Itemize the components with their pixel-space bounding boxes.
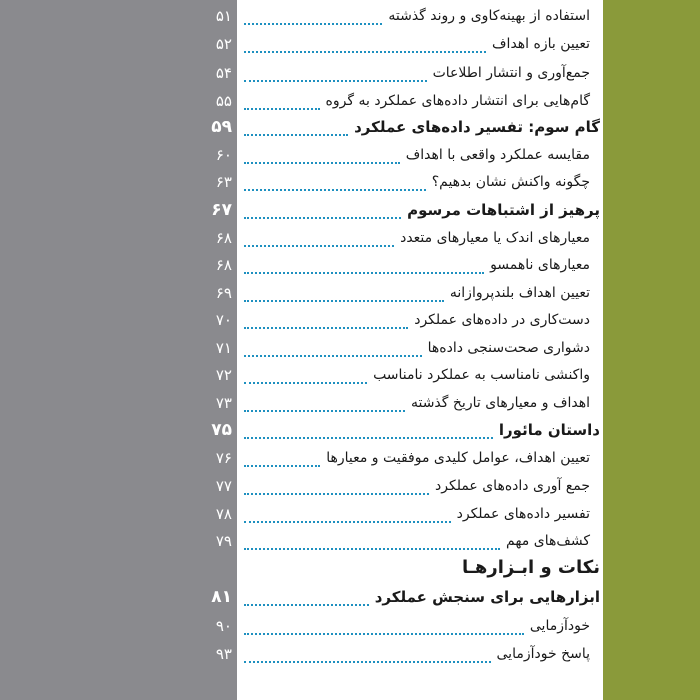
leader-dots [244, 162, 400, 164]
section-title: ابزارهایی برای سنجش عملکرد [371, 585, 600, 609]
leader-dots [244, 51, 486, 53]
leader-dots [244, 245, 394, 247]
entry-title: اهداف و معیارهای تاریخ گذشته [407, 391, 590, 415]
section-title: گام سوم: تفسیر داده‌های عملکرد [350, 115, 600, 139]
toc-section-row [0, 115, 700, 139]
entry-title: استفاده از بهینه‌کاوی و روند گذشته [384, 4, 590, 28]
entry-title: دشواری صحت‌سنجی داده‌ها [424, 336, 590, 360]
toc-entry-row [0, 391, 700, 415]
page-number: ۶۹ [215, 284, 232, 302]
leader-dots [244, 23, 382, 25]
entry-title: واکنشی نامناسب به عملکرد نامناسب [369, 363, 590, 387]
page-number: ۷۳ [215, 394, 232, 412]
entry-title: تعیین اهداف، عوامل کلیدی موفقیت و معیارها [322, 446, 590, 470]
entry-title: خودآزمایی [526, 614, 590, 638]
toc-entry-row [0, 474, 700, 498]
toc-entry-row [0, 170, 700, 194]
toc-entry-row [0, 61, 700, 85]
leader-dots [244, 327, 408, 329]
entry-title: جمع‌آوری و انتشار اطلاعات [429, 61, 590, 85]
chapter-heading: نکات و ابـزارهـا [458, 556, 600, 580]
page-number: ۹۰ [215, 617, 232, 635]
entry-title: معیارهای اندک یا معیارهای متعدد [396, 226, 590, 250]
page-number: ۸۱ [211, 587, 232, 607]
page-number: ۷۵ [211, 420, 232, 440]
leader-dots [244, 493, 429, 495]
page-number: ۵۲ [215, 35, 232, 53]
toc-entry-row [0, 281, 700, 305]
toc-entry-row [0, 363, 700, 387]
toc-entry-row [0, 529, 700, 553]
leader-dots [244, 382, 367, 384]
page-number: ۶۰ [215, 146, 232, 164]
page-number: ۷۷ [215, 477, 232, 495]
entry-title: گام‌هایی برای انتشار داده‌های عملکرد به گروه [322, 89, 590, 113]
page-number: ۷۰ [215, 311, 232, 329]
leader-dots [244, 189, 426, 191]
entry-title: کشف‌های مهم [502, 529, 590, 553]
section-title: پرهیز از اشتباهات مرسوم [403, 198, 600, 222]
leader-dots [244, 355, 422, 357]
leader-dots [244, 633, 524, 635]
toc-entry-row [0, 253, 700, 277]
entry-title: چگونه واکنش نشان بدهیم؟ [428, 170, 590, 194]
leader-dots [244, 134, 348, 136]
page-number: ۷۸ [215, 505, 232, 523]
entry-title: پاسخ خودآزمایی [493, 642, 590, 666]
toc-entry-row [0, 143, 700, 167]
page-number: ۵۵ [215, 92, 232, 110]
leader-dots [244, 80, 427, 82]
leader-dots [244, 272, 484, 274]
page-number: ۵۱ [215, 7, 232, 25]
page-number: ۷۶ [215, 449, 232, 467]
page-number: ۶۳ [215, 173, 232, 191]
toc-heading-row [0, 556, 700, 580]
page-number: ۵۹ [211, 117, 232, 137]
toc-entry-row [0, 502, 700, 526]
entry-title: جمع آوری داده‌های عملکرد [431, 474, 590, 498]
page-number: ۶۷ [211, 200, 232, 220]
toc-entry-row [0, 308, 700, 332]
page-number: ۶۸ [215, 229, 232, 247]
page-number: ۵۴ [215, 64, 232, 82]
toc-entry-row [0, 226, 700, 250]
leader-dots [244, 548, 500, 550]
entry-title: تعیین بازه اهداف [488, 32, 590, 56]
toc-section-row [0, 418, 700, 442]
toc-entry-row [0, 32, 700, 56]
toc-entry-row [0, 642, 700, 666]
toc-entry-row [0, 614, 700, 638]
toc-entry-row [0, 446, 700, 470]
leader-dots [244, 300, 444, 302]
entry-title: دست‌کاری در داده‌های عملکرد [410, 308, 590, 332]
page-number: ۹۳ [215, 645, 232, 663]
leader-dots [244, 604, 369, 606]
entry-title: تفسیر داده‌های عملکرد [453, 502, 590, 526]
entry-title: تعیین اهداف بلندپروازانه [446, 281, 590, 305]
toc-section-row [0, 198, 700, 222]
toc-entry-row [0, 89, 700, 113]
toc-entry-row [0, 4, 700, 28]
toc-section-row [0, 585, 700, 609]
toc-entry-row [0, 336, 700, 360]
leader-dots [244, 661, 491, 663]
entry-title: معیارهای ناهمسو [486, 253, 590, 277]
section-title: داستان مائورا [495, 418, 600, 442]
leader-dots [244, 217, 401, 219]
leader-dots [244, 410, 405, 412]
entry-title: مقایسه عملکرد واقعی با اهداف [402, 143, 590, 167]
leader-dots [244, 465, 320, 467]
leader-dots [244, 108, 320, 110]
page-number: ۷۲ [215, 366, 232, 384]
page-number: ۷۱ [215, 339, 232, 357]
page-number: ۷۹ [215, 532, 232, 550]
leader-dots [244, 437, 493, 439]
leader-dots [244, 521, 451, 523]
page-number: ۶۸ [215, 256, 232, 274]
